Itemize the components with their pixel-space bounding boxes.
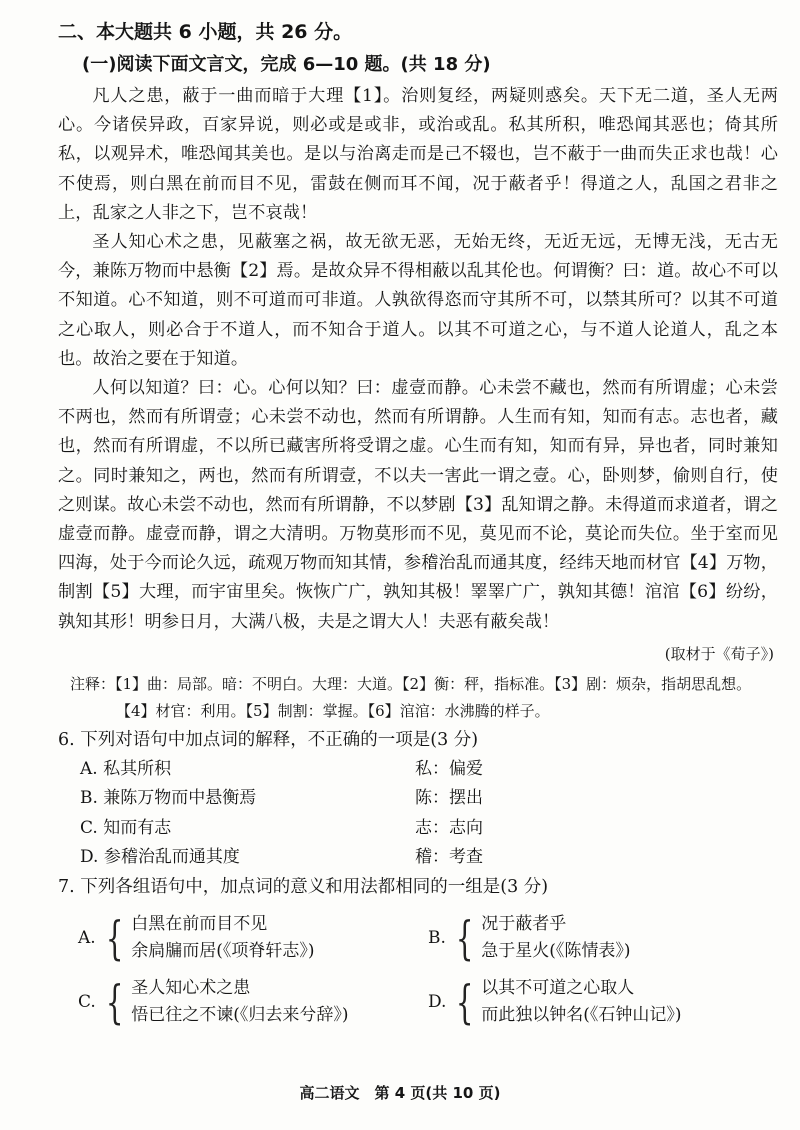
option-gloss: 陈：摆出 — [415, 788, 483, 809]
passage-paragraph-2: 圣人知心术之患，见蔽塞之祸，故无欲无恶，无始无终，无近无远，无博无浅，无古无今，兼陈万物而中悬衡【2】焉。是故众异不得相蔽以乱其伦也。何谓衡？曰：道。故心不可以不知道。心不知道，则不可道而可非道。人孰欲得恣而守其所不可，以禁其所可？以其不可道之心取人，则必合于不道人，而不知合于道人。以其不可道之心，与不道人论道人，乱之本也。故治之要在于知道。 — [58, 232, 778, 369]
option-line-2: 悟已往之不谏(《归去来兮辞》) — [131, 1005, 349, 1026]
option-gloss: 志：志向 — [415, 817, 483, 838]
question-6-option-b[interactable] — [58, 784, 778, 813]
option-line-2: 急于星火(《陈情表》) — [481, 941, 631, 962]
passage-source: (取材于《荀子》) — [664, 644, 774, 663]
question-7-stem: 7. 下列各组语句中，加点词的意义和用法都相同的一组是(3 分) — [58, 877, 549, 898]
option-line-2: 余扃牖而居(《项脊轩志》) — [131, 941, 315, 962]
option-line-2: 而此独以钟名(《石钟山记》) — [481, 1005, 682, 1026]
annotations — [58, 671, 778, 725]
page-footer: 高二语文 第 4 页(共 10 页) — [299, 1084, 501, 1102]
question-7-options — [58, 906, 778, 1034]
option-text: C. 知而有志 — [80, 817, 172, 838]
question-6-stem: 6. 下列对语句中加点词的解释，不正确的一项是(3 分) — [58, 729, 479, 750]
brace-icon: { — [455, 975, 474, 1030]
passage-paragraph-3: 人何以知道？曰：心。心何以知？曰：虚壹而静。心未尝不藏也，然而有所谓虚；心未尝不两也，然而有所谓壹；心未尝不动也，然而有所谓静。人生而有知，知而有志。志也者，藏也，然而有所谓虚，不以所已藏害所将受谓之虚。心生而有知，知而有异，异也者，同时兼知之。同时兼知之，两也，然而有所谓壹，不以夫一害此一谓之壹。心，卧则梦，偷则自行，使之则谋。故心未尝不动也，然而有所谓静，不以梦剧【3】乱知谓之静。未得道而求道者，谓之虚壹而静。虚壹而静，谓之大清明。万物莫形而不见，莫见而不论，莫论而失位。坐于室而见四海，处于今而论久远，疏观万物而知其情，参稽治乱而通其度，经纬天地而材官【4】万物，制割【5】大理，而宇宙里矣。恢恢广广，孰知其极！睪睪广广，孰知其德！涫涫【6】纷纷，孰知其形！明参日月，大满八极，夫是之谓大人！夫恶有蔽矣哉！ — [58, 378, 778, 632]
brace-icon: { — [455, 911, 474, 966]
question-6-option-c[interactable] — [58, 814, 778, 843]
annotation-line-2: 【4】材官：利用。【5】制割：掌握。【6】涫涫：水沸腾的样子。 — [116, 701, 550, 720]
option-label: B. — [428, 928, 446, 949]
option-line-1: 以其不可道之心取人 — [481, 978, 635, 999]
option-label: C. — [78, 992, 96, 1013]
option-gloss: 稽：考查 — [415, 847, 483, 868]
option-line-1: 况于蔽者乎 — [481, 914, 567, 935]
question-7-option-b[interactable] — [428, 906, 788, 970]
passage-paragraph-1: 凡人之患，蔽于一曲而暗于大理【1】。治则复经，两疑则惑矣。天下无二道，圣人无两心。今诸侯异政，百家异说，则必或是或非，或治或乱。私其所积，唯恐闻其恶也；倚其所私，以观异术，唯恐闻其美也。是以与治离走而是己不辍也，岂不蔽于一曲而失正求也哉！心不使焉，则白黑在前而目不见，雷鼓在侧而耳不闻，况于蔽者乎！得道之人，乱国之君非之上，乱家之人非之下，岂不哀哉！ — [58, 86, 778, 223]
option-gloss: 私：偏爱 — [415, 758, 483, 779]
brace-icon: { — [105, 975, 124, 1030]
question-7-option-a[interactable] — [78, 906, 428, 970]
option-text: B. 兼陈万物而中悬衡焉 — [80, 788, 257, 809]
option-line-1: 白黑在前而目不见 — [131, 914, 268, 935]
brace-icon: { — [105, 911, 124, 966]
question-7-option-d[interactable] — [428, 970, 788, 1034]
reading-instruction: (一)阅读下面文言文，完成 6—10 题。(共 18 分) — [82, 54, 491, 75]
question-6-option-a[interactable] — [58, 755, 778, 784]
option-label: D. — [428, 992, 447, 1013]
annotation-line-1: 注释：【1】曲：局部。暗：不明白。大理：大道。【2】衡：秤，指标准。【3】剧：烦杂，指胡思乱想。 — [70, 674, 752, 693]
option-text: D. 参稽治乱而通其度 — [80, 847, 240, 868]
option-line-1: 圣人知心术之患 — [131, 978, 251, 999]
question-6-option-d[interactable] — [58, 843, 778, 872]
option-text: A. 私其所积 — [80, 758, 172, 779]
exam-page — [58, 16, 778, 1034]
section-heading: 二、本大题共 6 小题，共 26 分。 — [58, 21, 353, 43]
option-label: A. — [78, 928, 96, 949]
question-7-option-c[interactable] — [78, 970, 428, 1034]
